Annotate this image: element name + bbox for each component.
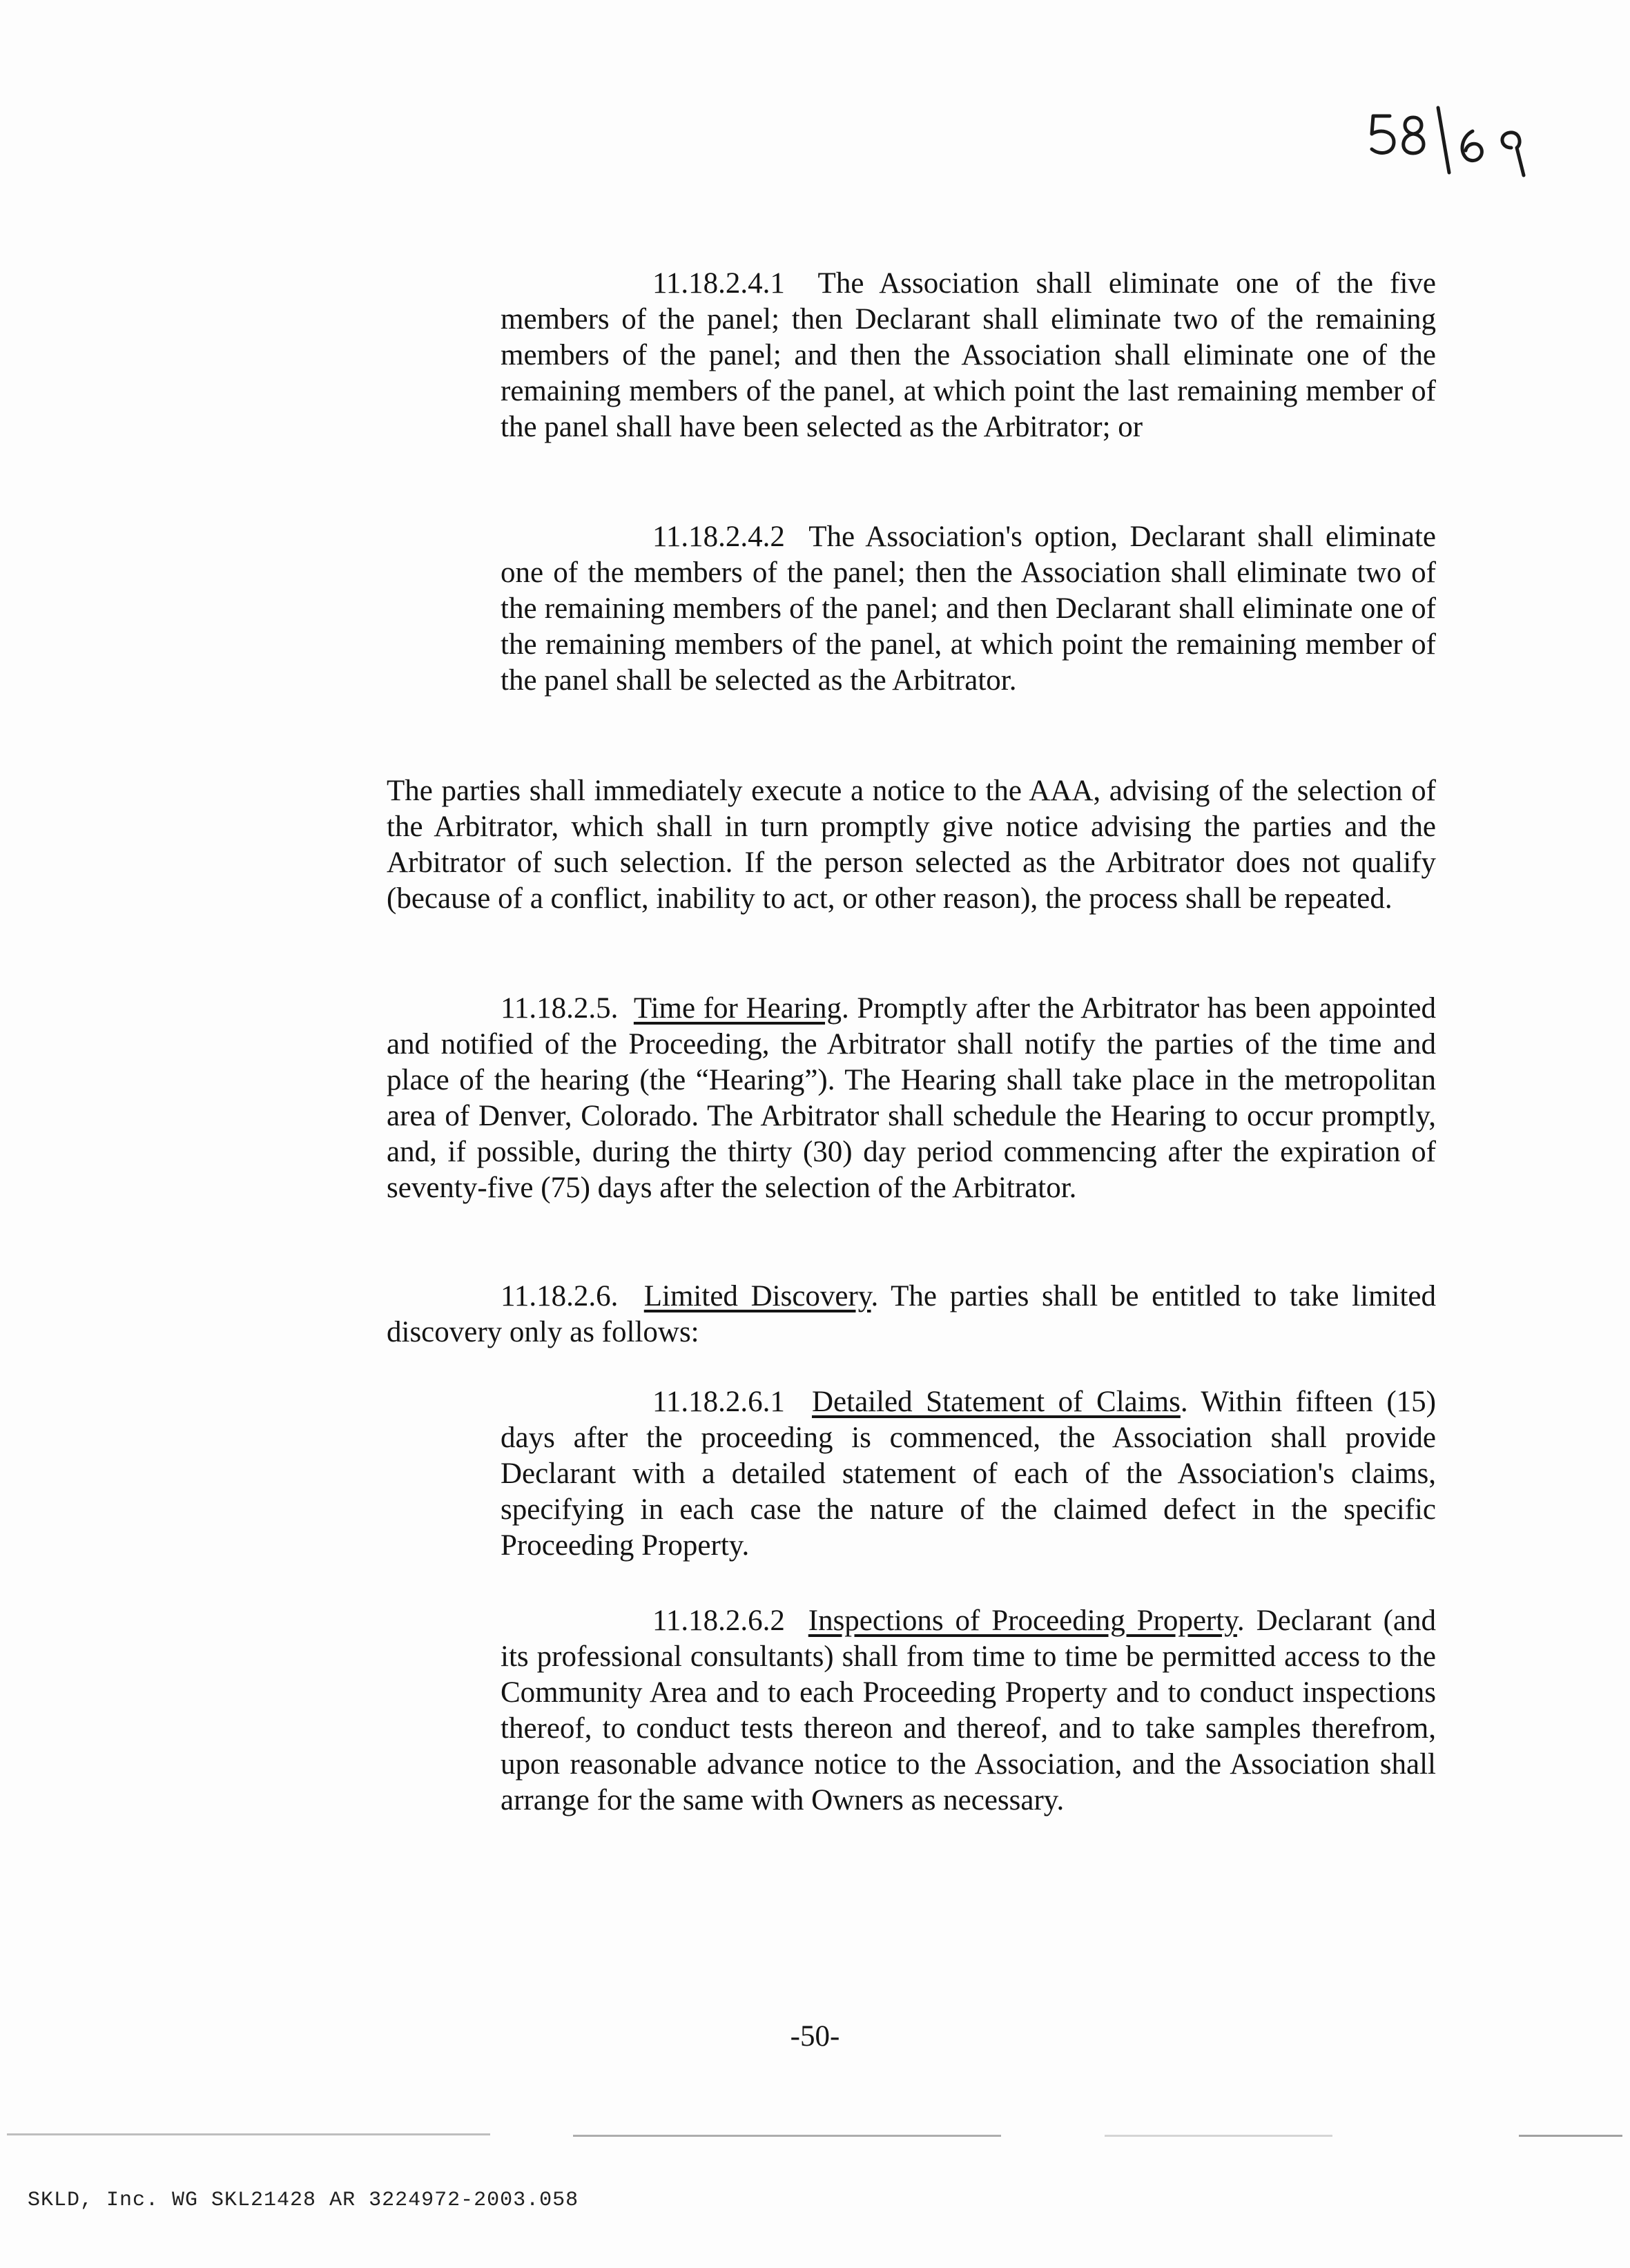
paragraph-text: The Association's option, Declarant shall eliminate one of the members of the panel; then the Association shall eliminate two of the remaining members of the panel; and then Declarant shall eliminate one of the remaining members of the panel, at which point the remaining member of the panel shall be selected as the Arbitrator. — [501, 521, 1436, 697]
scan-artifact-line — [1519, 2135, 1622, 2137]
paragraph-text: The Association shall eliminate one of the five members of the panel; then Declarant shall eliminate two of the remaining members of the panel; and then the Association shall eliminate one of the remaining members of the panel, at which point the last remaining member of the panel shall have been selected as the Arbitrator; or — [501, 267, 1436, 443]
scan-artifact-line — [573, 2135, 1001, 2137]
paragraph-text: . Promptly after the Arbitrator has been appointed and notified of the Proceeding, the Arbitrator shall notify the parties of the time and place of the hearing (the “Hearing”). The Hearing shall take place in the metropolitan area of Denver, Colorado. The Arbitrator shall schedule the Hearing to occur promptly, and, if possible, during the thirty (30) day period commencing after the expiration of seventy-five (75) days after the selection of the Arbitrator. — [387, 992, 1436, 1204]
paragraph-11-18-2-6 — [387, 1279, 1436, 1350]
paragraph-11-18-2-4-2 — [501, 519, 1436, 699]
section-number: 11.18.2.4.2 — [652, 521, 785, 553]
paragraph-11-18-2-6-1 — [501, 1384, 1436, 1564]
scan-artifact-line — [7, 2133, 490, 2135]
paragraph-text: . The parties shall be entitled to take limited discovery only as follows: — [387, 1280, 1436, 1348]
section-heading: Time for Hearing — [633, 992, 842, 1025]
handwritten-page-annotation — [1364, 104, 1543, 180]
paragraph-arbitrator-notice — [387, 773, 1436, 917]
paragraph-11-18-2-5 — [387, 991, 1436, 1206]
paragraph-text: . Declarant (and its professional consultants) shall from time to time be permitted access to the Community Area and to each Proceeding Property and to conduct inspections thereof, to conduct tests thereon and thereof, and to take samples therefrom, upon reasonable advance notice to the Association, and the Association shall arrange for the same with Owners as necessary. — [501, 1605, 1437, 1816]
scan-artifact-line — [1105, 2135, 1332, 2137]
footer-document-id: SKLD, Inc. WG SKL21428 AR 3224972-2003.058 — [28, 2189, 579, 2212]
page-number: -50- — [790, 2020, 840, 2053]
section-number: 11.18.2.6. — [501, 1280, 619, 1312]
section-heading: Detailed Statement of Claims — [811, 1386, 1181, 1418]
paragraph-text: The parties shall immediately execute a notice to the AAA, advising of the selection of the Arbitrator, which shall in turn promptly give notice advising the parties and the Arbitrator of such selection. If the person selected as the Arbitrator does not qualify (because of a conflict, inability to act, or other reason), the process shall be repeated. — [387, 775, 1436, 915]
section-number: 11.18.2.6.1 — [652, 1386, 785, 1418]
section-heading: Inspections of Proceeding Property — [808, 1605, 1237, 1637]
paragraph-11-18-2-4-1 — [501, 266, 1436, 445]
section-heading: Limited Discovery — [643, 1280, 871, 1312]
paragraph-11-18-2-6-2 — [501, 1603, 1436, 1819]
paragraph-text: . Within fifteen (15) days after the proceeding is commenced, the Association shall provide Declarant with a detailed statement of each of the Association's claims, specifying in each case the nature of the claimed defect in the specific Proceeding Property. — [501, 1386, 1436, 1562]
section-number: 11.18.2.4.1 — [652, 267, 785, 300]
section-number: 11.18.2.5. — [501, 992, 619, 1025]
section-number: 11.18.2.6.2 — [652, 1605, 785, 1637]
